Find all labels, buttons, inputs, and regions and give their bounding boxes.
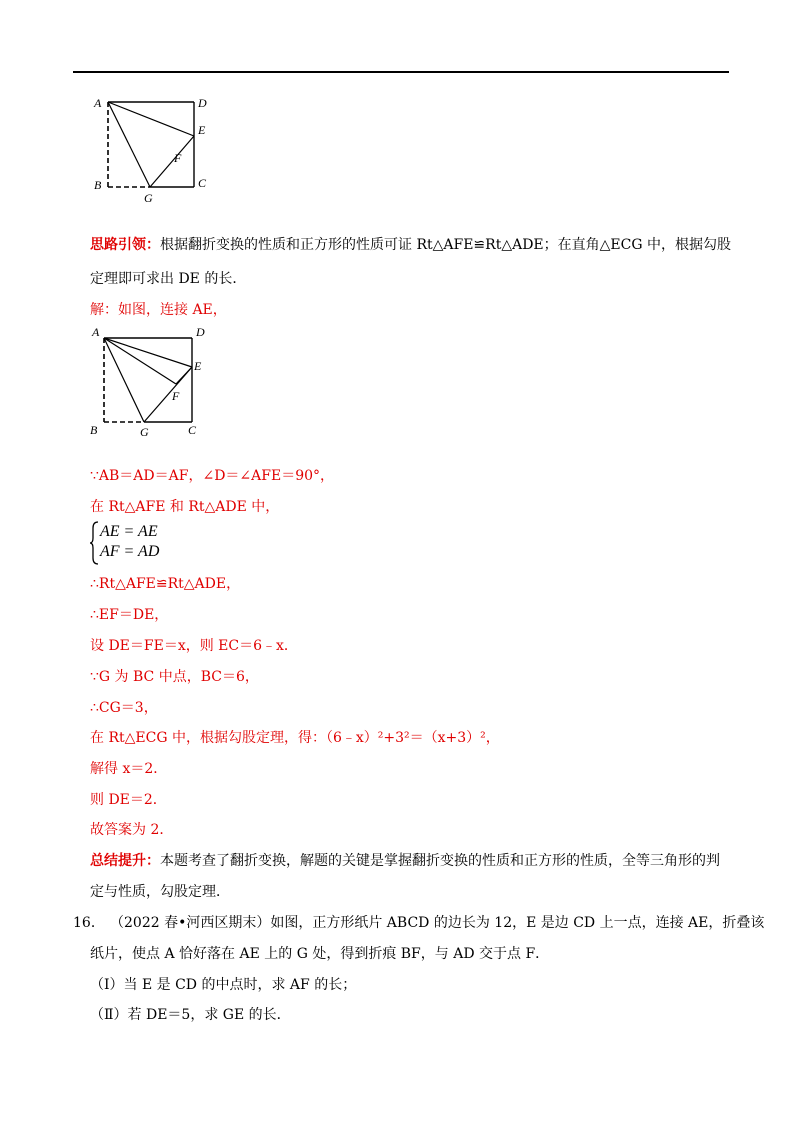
equation-system xyxy=(90,520,210,566)
fig2-label-a: A xyxy=(92,325,100,339)
fig1-label-f: F xyxy=(174,151,182,165)
solution-line-2: 在 Rt△AFE 和 Rt△ADE 中， xyxy=(90,499,280,515)
fig1-label-d: D xyxy=(198,96,207,110)
system-row-1: AE = AE xyxy=(100,523,158,540)
solution-line-6: ∵G 为 BC 中点，BC＝6， xyxy=(90,669,259,685)
solution-line-4: ∴EF＝DE， xyxy=(90,607,169,623)
fig1-label-a: A xyxy=(94,96,102,110)
hint-title: 思路引领： xyxy=(90,237,160,253)
solution-line-10: 则 DE＝2． xyxy=(90,792,167,808)
fig1-label-g: G xyxy=(144,191,153,205)
solution-line-5: 设 DE＝FE＝x，则 EC＝6﹣x． xyxy=(90,638,298,654)
fig1-label-b: B xyxy=(94,178,102,192)
summary-line-2: 定与性质，勾股定理． xyxy=(90,884,230,900)
question-line-1: （2022 春•河西区期末）如图，正方形纸片 ABCD 的边长为 12，E 是边 CD 上一点，连接 AE，折叠该 xyxy=(110,915,765,931)
header-rule xyxy=(73,71,729,73)
fig2-label-g: G xyxy=(140,425,149,439)
left-brace-icon xyxy=(90,520,100,566)
system-row-2: AF = AD xyxy=(100,543,160,560)
question-part-1: （Ⅰ）当 E 是 CD 的中点时，求 AF 的长； xyxy=(90,977,357,993)
solution-line-1: ∵AB＝AD＝AF，∠D＝∠AFE＝90°， xyxy=(90,468,335,484)
figure-2-square-diagram xyxy=(88,322,218,440)
question-number: 16． xyxy=(73,915,105,931)
solution-line-11: 故答案为 2． xyxy=(90,822,174,838)
fig2-label-e: E xyxy=(194,359,202,373)
summary-text-1: 本题考查了翻折变换，解题的关键是掌握翻折变换的性质和正方形的性质，全等三角形的判 xyxy=(160,853,720,869)
fig2-label-c: C xyxy=(188,423,197,437)
solution-line-7: ∴CG＝3， xyxy=(90,700,158,716)
solution-line-3: ∴Rt△AFE≌Rt△ADE， xyxy=(90,576,241,592)
solution-intro: 解：如图，连接 AE， xyxy=(90,302,227,318)
hint-line-2: 定理即可求出 DE 的长． xyxy=(90,271,247,287)
fig2-label-b: B xyxy=(90,423,98,437)
fig2-label-f: F xyxy=(172,389,180,403)
question-line-2: 纸片，使点 A 恰好落在 AE 上的 G 处，得到折痕 BF，与 AD 交于点 F． xyxy=(90,946,550,962)
question-part-2: （Ⅱ）若 DE＝5，求 GE 的长． xyxy=(90,1007,291,1023)
hint-text-1: 根据翻折变换的性质和正方形的性质可证 Rt△AFE≌Rt△ADE；在直角△ECG 中，根据勾股 xyxy=(160,237,731,253)
fig1-label-e: E xyxy=(198,123,206,137)
solution-line-9: 解得 x＝2． xyxy=(90,761,168,777)
figure-1-square-diagram xyxy=(88,92,218,207)
summary-title: 总结提升： xyxy=(90,853,160,869)
fig2-label-d: D xyxy=(196,325,205,339)
summary-line-1 xyxy=(90,850,720,870)
hint-line-1 xyxy=(90,234,731,254)
solution-line-8: 在 Rt△ECG 中，根据勾股定理，得：（6﹣x）²+3²＝（x+3）²， xyxy=(90,730,500,746)
fig1-label-c: C xyxy=(198,176,207,190)
